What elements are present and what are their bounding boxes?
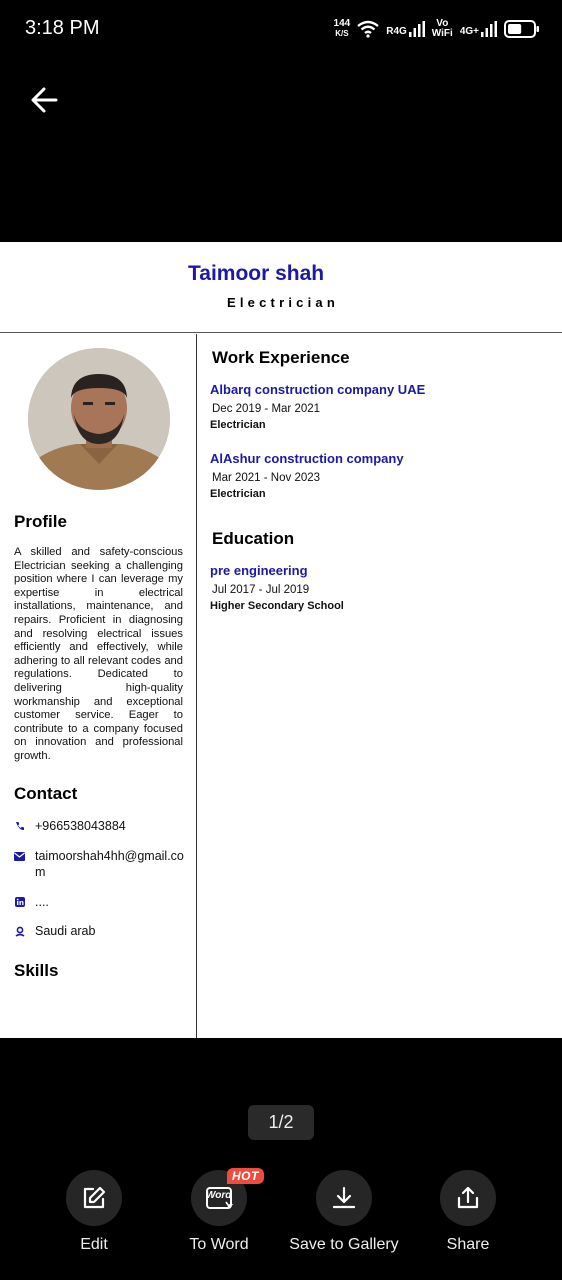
contact-email: [14, 848, 185, 880]
contact-heading: Contact: [14, 784, 78, 803]
status-bar: [0, 0, 562, 56]
edit-icon: [81, 1185, 107, 1211]
hot-badge: HOT: [227, 1168, 264, 1184]
work-role: Electrician: [210, 419, 266, 431]
skills-heading: Skills: [14, 961, 59, 980]
work-entry: [210, 382, 425, 431]
word-icon-text: Word: [206, 1190, 232, 1201]
contact-location: [14, 923, 185, 939]
contact-phone-text: +966538043884: [35, 819, 126, 833]
edit-button[interactable]: [29, 1170, 159, 1254]
work-company: AlAshur construction company: [210, 451, 404, 466]
network-speed: [334, 19, 351, 39]
work-company: Albarq construction company UAE: [210, 382, 426, 397]
contact-email-text: taimoorshah4hh@gmail.com: [35, 849, 184, 879]
profile-summary: A skilled and safety-conscious Electrician seeking a challenging position where I can leverage my expertise in electrical installations, maintenance, and repairs. Proficient in diagnosing and resolving electrical issues efficiently and effectively, while adhering to all relevant codes and regulations. Dedicated to delivering high-quality workmanship and exceptional customer service. Eager to contribute to a company focused on innovation and professional growth.: [14, 546, 183, 762]
resume-header: [0, 242, 562, 333]
save-to-gallery-label: Save to Gallery: [289, 1236, 399, 1253]
sim2-signal: [460, 21, 497, 37]
profile-photo: [28, 348, 170, 490]
share-icon: [455, 1185, 481, 1211]
share-label: Share: [446, 1236, 490, 1253]
wifi-icon: [357, 20, 379, 38]
sim1-signal: [386, 21, 425, 37]
resume-page[interactable]: [0, 242, 562, 1038]
work-dates: Dec 2019 - Mar 2021: [212, 403, 321, 415]
network-speed-value: 144: [333, 18, 351, 29]
download-icon: [331, 1185, 357, 1211]
work-entry: [210, 451, 404, 500]
vowifi-label-bottom: WiFi: [431, 28, 453, 39]
back-button[interactable]: [26, 82, 62, 118]
mail-icon: [14, 848, 25, 864]
linkedin-icon: [14, 894, 25, 910]
contact-phone: [14, 818, 185, 834]
status-time: 3:18 PM: [25, 17, 100, 39]
contact-location-text: Saudi arab: [35, 924, 96, 938]
share-button[interactable]: [403, 1170, 533, 1254]
resume-name: Taimoor shah: [188, 262, 325, 285]
contact-linkedin-text: ....: [35, 895, 49, 909]
status-icons: [334, 15, 540, 43]
sim1-label: R4G: [386, 26, 407, 37]
resume-left-column: [0, 334, 197, 1038]
save-to-gallery-button[interactable]: [279, 1170, 409, 1254]
to-word-button[interactable]: [154, 1170, 284, 1254]
network-speed-unit: K/S: [335, 29, 349, 38]
resume-right-column: [198, 334, 562, 1038]
education-degree: pre engineering: [210, 563, 308, 578]
arrow-left-icon: [30, 86, 58, 114]
battery-icon: [504, 20, 540, 38]
vowifi-indicator: [432, 19, 453, 39]
to-word-label: To Word: [189, 1236, 249, 1253]
signal-icon: [481, 21, 497, 37]
education-entry: [210, 563, 344, 612]
work-experience-heading: Work Experience: [212, 348, 350, 367]
resume-job-title: Electrician: [227, 295, 339, 310]
location-icon: [14, 923, 25, 939]
sim2-label: 4G+: [459, 26, 479, 37]
signal-icon: [409, 21, 425, 37]
education-heading: Education: [212, 529, 295, 548]
work-role: Electrician: [210, 488, 266, 500]
education-school: Higher Secondary School: [210, 600, 344, 612]
phone-icon: [14, 818, 25, 834]
work-dates: Mar 2021 - Nov 2023: [212, 472, 321, 484]
profile-heading: Profile: [14, 512, 67, 531]
edit-label: Edit: [80, 1236, 108, 1253]
bottom-toolbar: [0, 1170, 562, 1270]
vowifi-label-top: Vo: [436, 18, 449, 29]
education-dates: Jul 2017 - Jul 2019: [212, 584, 310, 596]
contact-linkedin: [14, 894, 185, 910]
page-indicator: 1/2: [248, 1105, 314, 1140]
